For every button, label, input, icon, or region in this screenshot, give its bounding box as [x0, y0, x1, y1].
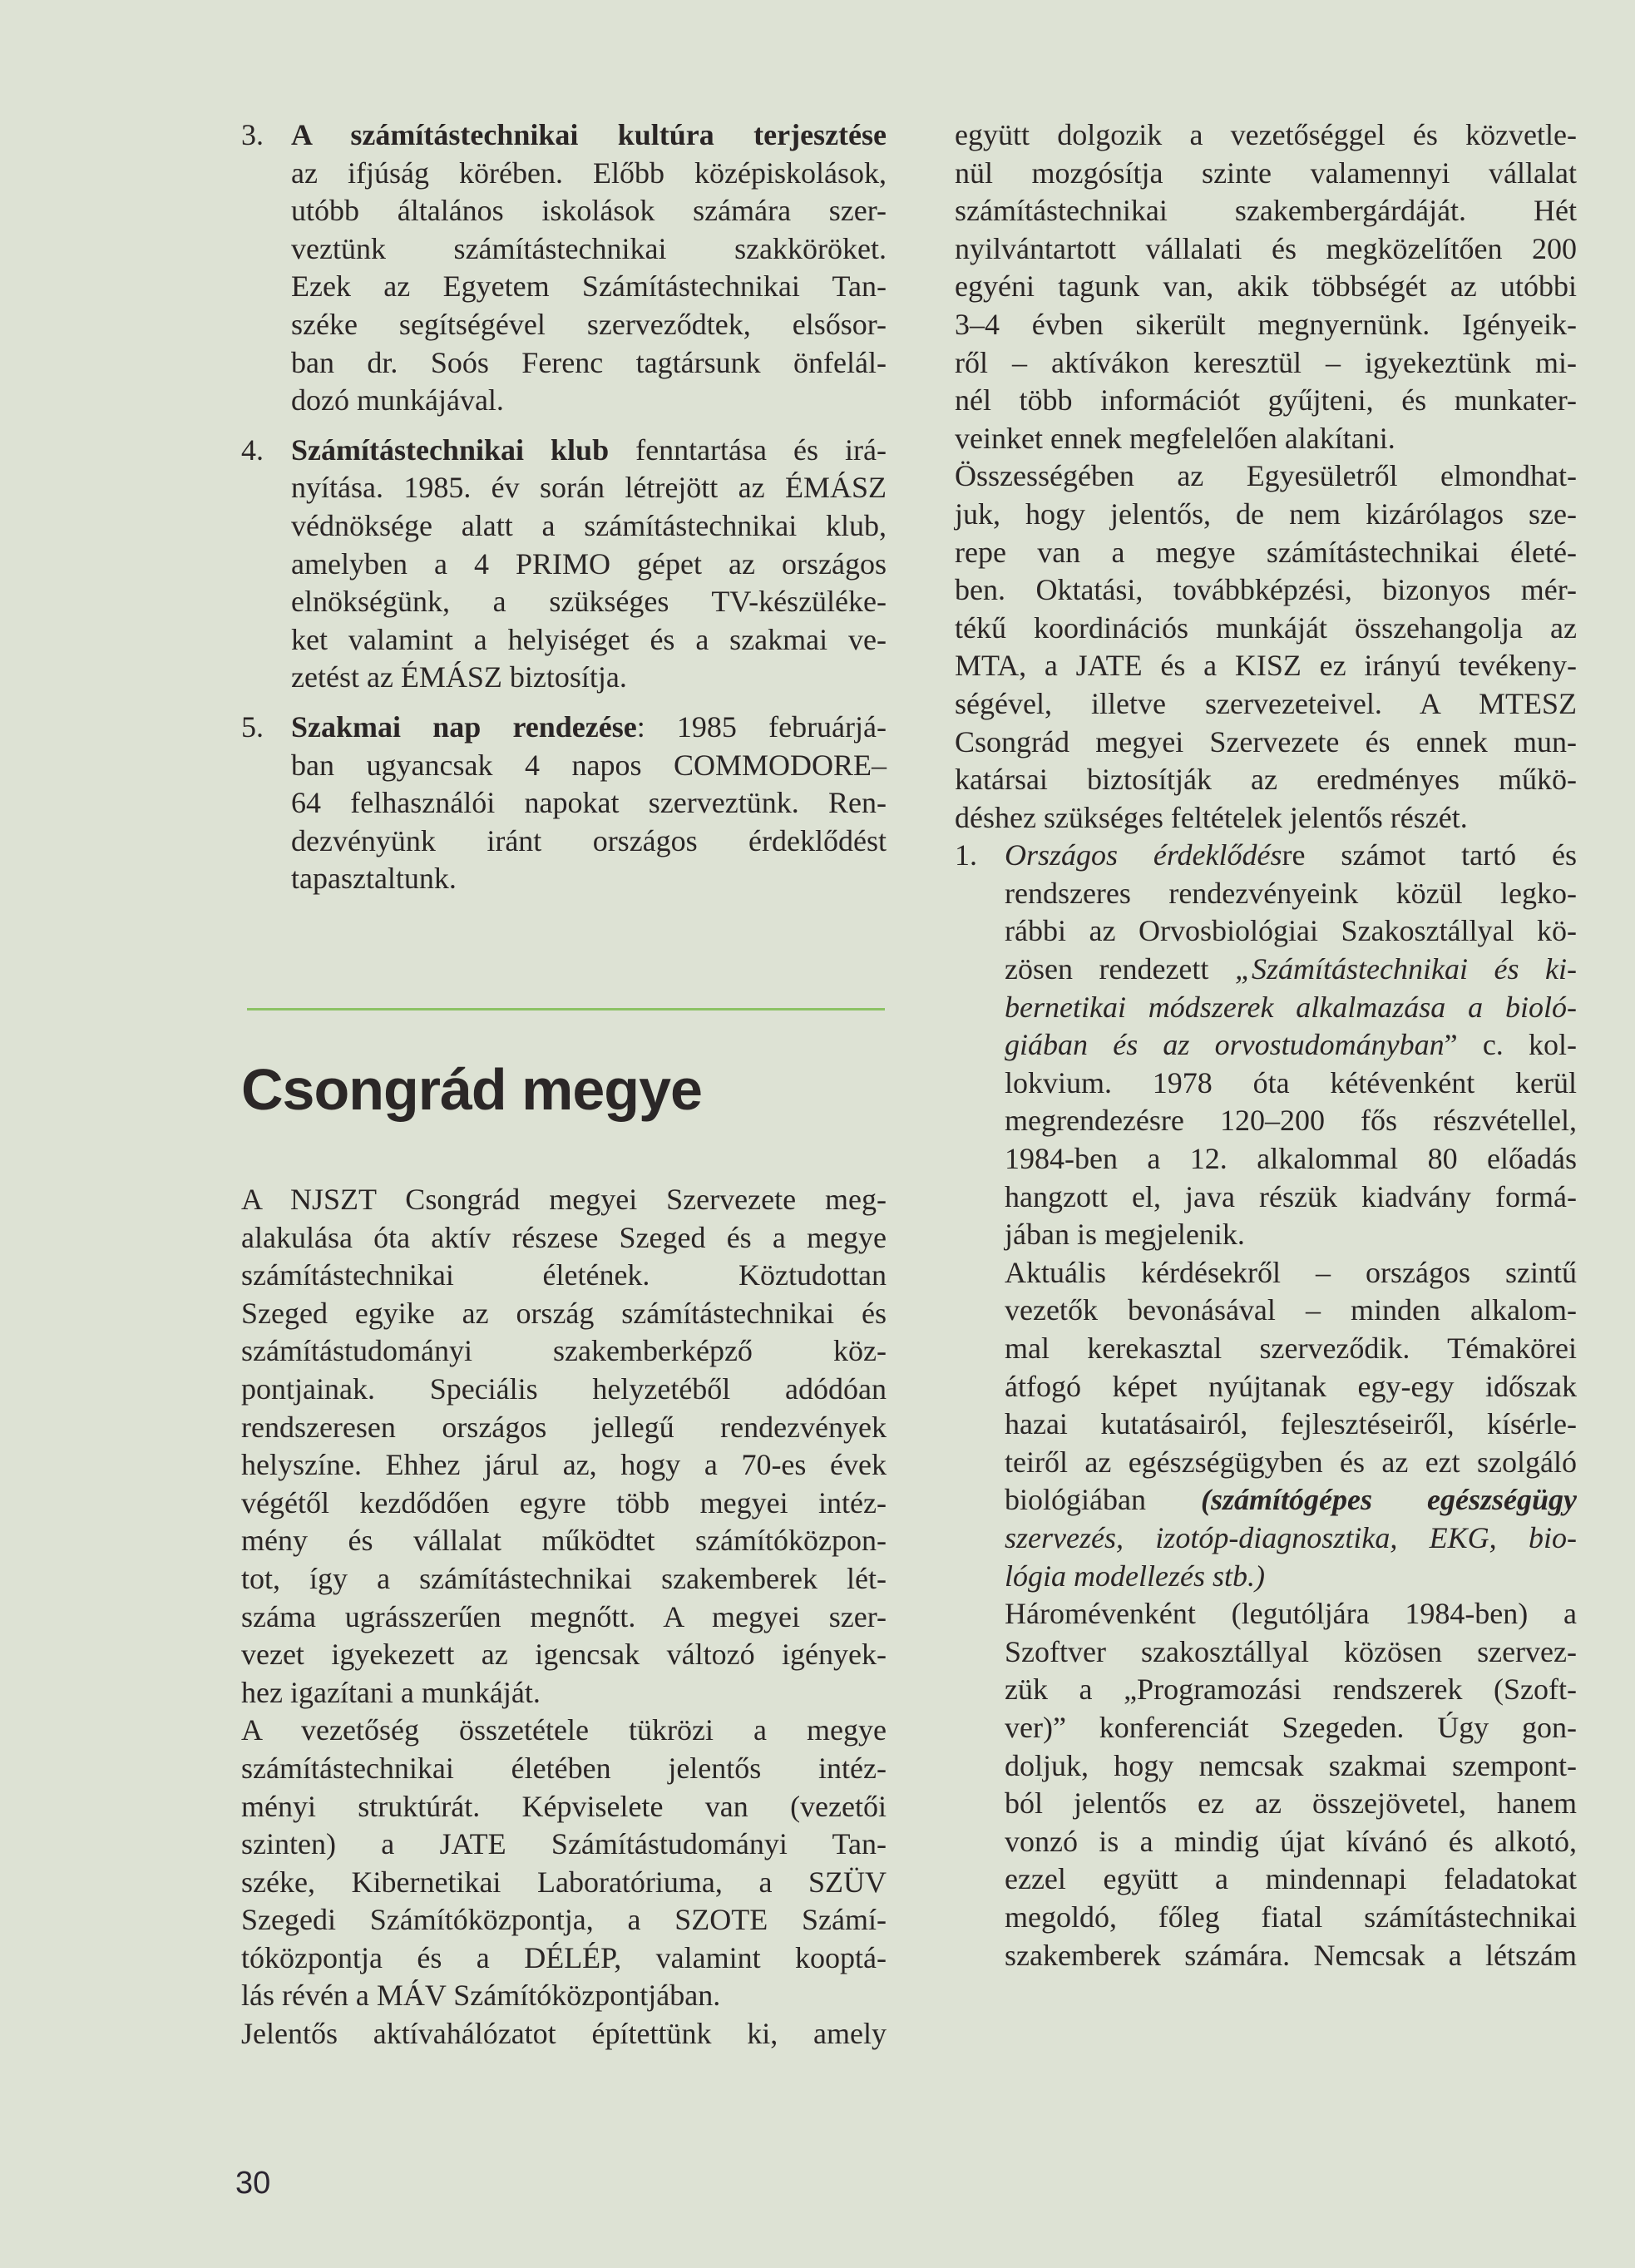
- item-title: Szakmai nap rendezése: [291, 709, 637, 744]
- item-title: Számítástechnikai klub: [291, 432, 610, 467]
- item-title: A számítástechnikai kultúra terjesztése: [291, 118, 887, 151]
- page-number: 30: [235, 2166, 271, 2201]
- section-body: [241, 1181, 887, 2053]
- section-divider: [247, 1008, 885, 1010]
- right-column: [955, 116, 1577, 1974]
- list-number: 4.: [241, 432, 264, 467]
- list-item-3: 3. A számítástechnikai kultúra terjesztése az ifjúság körében. Előbb középiskolások, utóbb általános iskolások számára szer- veztünk számítástechnikai szakköröket. Ezek az Egyetem Számítástechnikai Tan- széke segítségével szerveződtek, elsősor- ban dr. Soós Ferenc tagtársunk önfelál- dozó munkájával.: [241, 118, 887, 418]
- list-number: 3.: [241, 118, 264, 151]
- list-item-1: 1. Országos érdeklődésre számot tartó és rendszeres rendezvényeink közül legko- rábbi az Orvosbiológiai Szakosztállyal kö- zösen rendezett „Számítástechnikai és ki- bernetikai módszerek alkalmazása a bioló- giában és az orvostudományban” c. kol- lokvium. 1978 óta kétévenként kerül megrendezésre 120–200 fős részvétellel, 1984-ben a 12. alkalommal 80 előadás hangzott el, java részük kiadvány formá- jában is megjelenik. Aktuális kérdésekről – országos szintű vezetők bevonásával – minden alkalom- mal kerekasztal szerveződik. Témakörei átfogó képet nyújtanak egy-egy időszak hazai kutatásairól, fejlesztéseiről, kísérle- teiről az egészségügyben és az ezt szolgáló biológiában (számítógépes egészségügy szervezés, izotóp-diagnosztika, EKG, bio- lógia modellezés stb.) Háromévenként (legutóljára 1984-ben) a Szoftver szakosztállyal közösen szervez- zük a „Programozási rendszerek (Szoft- ver)” konferenciát Szegeden. Úgy gon- doljuk, hogy nemcsak szakmai szempont- ból jelentős ez az összejövetel, hanem vonzó is a mindig újat kívánó és alkotó, ezzel együtt a mindennapi feladatokat megoldó, főleg fiatal számítástechnikai szakemberek számára. Nemcsak a létszám: [955, 838, 1577, 1972]
- paragraph: A NJSZT Csongrád megyei Szervezete meg- alakulása óta aktív részese Szeged és a megye számítástechnikai életének. Köztudottan Szeged egyike az ország számítástechnikai és számítástudományi szakemberképző köz- pontjainak. Speciális helyzetéből adódóan rendszeresen országos jellegű rendezvények helyszíne. Ehhez járul az, hogy a 70-es évek végétől kezdődően egyre több megyei intéz- mény és vállalat működtet számítóközpon- tot, így a számítástechnikai szakemberek lét- száma ugrásszerűen megnőtt. A megyei szer- vezet igyekezett az igencsak változó igények- hez igazítani a munkáját.: [241, 1183, 887, 1709]
- list-number: 5.: [241, 709, 264, 744]
- event-title: „Számítástechnikai és ki-: [1234, 952, 1577, 986]
- paragraph: együtt dolgozik a vezetőséggel és közvetle- nül mozgósítja szinte valamennyi vállalat számítástechnikai szakembergárdáját. Hét nyilvántartott vállalati és megközelítően 200 egyéni tagunk van, akik többségét az utóbbi 3–4 évben sikerült megnyernünk. Igényeik- ről – aktívákon keresztül – igyekeztünk mi- nél több információt gyűjteni, és munkater- veinket ennek megfelelően alakítani.: [955, 118, 1577, 455]
- left-column-list: [241, 116, 887, 898]
- list-item-4: 4. Számítástechnikai klub fenntartása és irá- nyítása. 1985. év során létrejött az ÉMÁSZ védnöksége alatt a számítástechnikai klub, amelyben a 4 PRIMO gépet az országos elnökségünk, a szükséges TV-készüléke- ket valamint a helyiséget és a szakmai ve- zetést az ÉMÁSZ biztosítja.: [241, 432, 887, 694]
- section-heading: Csongrád megye: [241, 1057, 702, 1122]
- list-item-5: 5. Szakmai nap rendezése: 1985 februárjá- ban ugyancsak 4 napos COMMODORE– 64 felhasználói napokat szerveztünk. Ren- dezvényünk iránt országos érdeklődést tapasztaltunk.: [241, 709, 887, 896]
- paragraph: A vezetőség összetétele tükrözi a megye számítástechnikai életében jelentős intéz- ményi struktúrát. Képviselete van (vezetői szinten) a JATE Számítástudományi Tan- széke, Kibernetikai Laboratóriuma, a SZÜV Szegedi Számítóközpontja, a SZOTE Számí- tóközpontja és a DÉLÉP, valamint kooptá- lás révén a MÁV Számítóközpontjában.: [241, 1713, 887, 2013]
- paragraph: Jelentős aktívahálózatot építettünk ki, amely: [241, 2017, 887, 2051]
- paragraph: Összességében az Egyesületről elmondhat- juk, hogy jelentős, de nem kizárólagos sze- repe van a megye számítástechnikai életé- ben. Oktatási, továbbképzési, bizonyos mér- tékű koordinációs munkáját összehangolja az MTA, a JATE és a KISZ ez irányú tevékeny- ségével, illetve szervezeteivel. A MTESZ Csongrád megyei Szervezete és ennek mun- katársai biztosítják az eredményes műkö- déshez szükséges feltételek jelentős részét.: [955, 459, 1577, 834]
- list-number: 1.: [955, 838, 977, 872]
